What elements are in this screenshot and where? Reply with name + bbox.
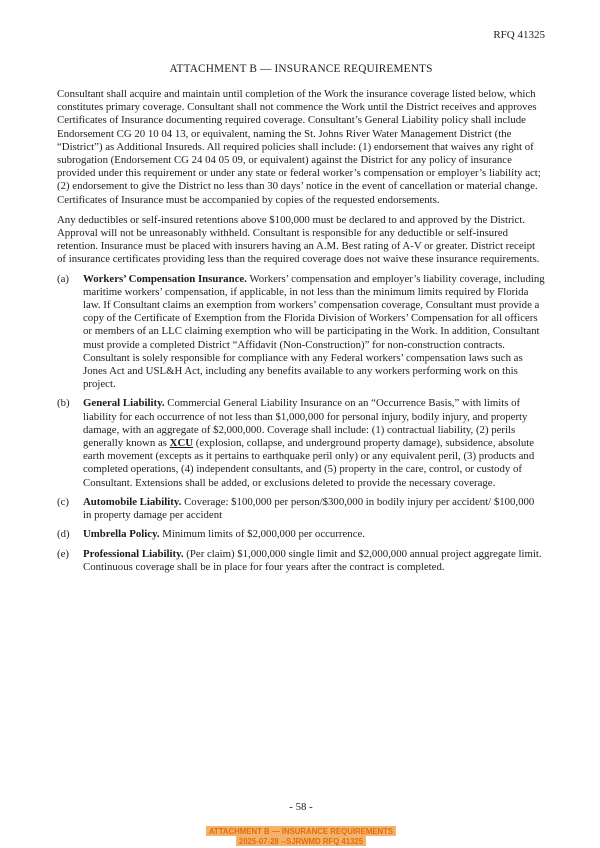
paragraph-intro: Consultant shall acquire and maintain until completion of the Work the insurance coverage listed below, which constitutes primary coverage. Consultant shall not commence the Work until the District receives and approves Certificates of Insurance documenting required coverage. Consultant’s General Liability policy shall include Endorsement CG 20 10 04 13, or equivalent, naming the St. Johns River Water Management District (the “District”) as Additional Insureds. All required policies shall include: (1) endorsement that waives any right of subrogation (Endorsement CG 24 04 05 09, or equivalent) against the District for any policy of insurance provided under this requirement or under any state or federal worker’s compensation or employer’s liability act; (2) endorsement to give the District no less than 30 days’ notice in the event of cancellation or material change. Certificates of Insurance must be accompanied by copies of the requested endorsements.	[57, 88, 541, 206]
list-item-workers-compensation	[57, 273, 545, 392]
stamp-row	[57, 826, 545, 836]
item-text: Workers’ compensation and employer’s liability coverage, including maritime workers’ compensation, if applicable, in not less than the minimum limits required by Florida law. If Consultant claims an exemption from workers’ compensation coverage, Consultant must provide a copy of the Certificate of Exemption from the Florida Division of Workers’ Compensation for all officers or members of an LLC claiming exemption who will be participating in the Work. In addition, Consultant must provide a completed District “Affidavit (Non-Construction)” for non-construction contracts. Consultant is solely responsible for compliance with any Federal workers’ compensation laws such as Jones Act and USL&H Act, including any benefits available to any workers performing work on this project.	[83, 272, 545, 391]
item-body	[83, 496, 545, 522]
paragraph-deductibles: Any deductibles or self-insured retentions above $100,000 must be declared to and approved by the District. Approval will not be unreasonably withheld. Consultant is responsible for any deductible or self-insured retention. Insurance must be placed with insurers having an A.M. Best rating of A-V or greater. District receipt of insurance certificates providing less than the required coverage does not waive these insurance requirements.	[57, 213, 540, 266]
requirements-list	[57, 267, 545, 574]
item-label: (c)	[57, 495, 69, 508]
item-text-post: (explosion, collapse, and underground property damage), subsidence, absolute earth movement (excepts as it pertains to earthquake peril only) or any equivalent peril, (3) products and completed operations, (4) independent consultants, and (5) property in the care, control, or custody of Consultant. Extensions shall be added, or exclusions deleted to provide the necessary coverage.	[83, 437, 535, 489]
item-title: Umbrella Policy.	[83, 528, 160, 541]
item-text: Minimum limits of $2,000,000 per occurrence.	[162, 528, 365, 541]
item-label: (d)	[57, 528, 70, 541]
list-item-umbrella-policy	[57, 528, 545, 541]
item-title: Automobile Liability.	[83, 495, 182, 508]
item-body	[83, 528, 545, 541]
stamp-row	[57, 836, 545, 846]
document-title: ATTACHMENT B — INSURANCE REQUIREMENTS	[169, 63, 433, 75]
list-item-general-liability	[57, 397, 545, 489]
stamp-line-2: 2025-07-28 --SJRWMD RFQ 41325	[236, 836, 366, 846]
item-text: Coverage: $100,000 per person/$300,000 in bodily injury per accident/ $100,000 in property damage per accident	[83, 495, 535, 522]
item-body	[83, 397, 545, 489]
footer-stamp	[57, 826, 545, 846]
item-label: (e)	[57, 547, 69, 560]
item-text-pre: Commercial General Liability Insurance on an “Occurrence Basis,” with limits of liability for each occurrence of not less than $1,000,000 for personal injury, bodily injury, and property damage, with an aggregate of $2,000,000. Coverage shall include: (1) contractual liability, (2) perils generally known as	[83, 397, 528, 450]
item-body	[83, 548, 545, 574]
item-label: (b)	[57, 397, 70, 410]
stamp-line-1: ATTACHMENT B — INSURANCE REQUIREMENTS	[206, 826, 396, 836]
item-title: Professional Liability.	[83, 547, 184, 560]
item-text: (Per claim) $1,000,000 single limit and $2,000,000 annual project aggregate limit. Continuous coverage shall be in place for four years after the contract is completed.	[83, 547, 542, 573]
item-title: General Liability.	[83, 397, 165, 410]
item-label: (a)	[57, 272, 69, 285]
page-number: - 58 -	[289, 801, 313, 813]
page-footer	[57, 801, 545, 846]
xcu-term: XCU	[169, 437, 194, 450]
item-body	[83, 273, 545, 392]
item-title: Workers’ Compensation Insurance.	[83, 272, 247, 285]
rfq-number: RFQ 41325	[493, 29, 545, 41]
list-item-professional-liability	[57, 548, 545, 574]
list-item-automobile-liability	[57, 496, 545, 522]
